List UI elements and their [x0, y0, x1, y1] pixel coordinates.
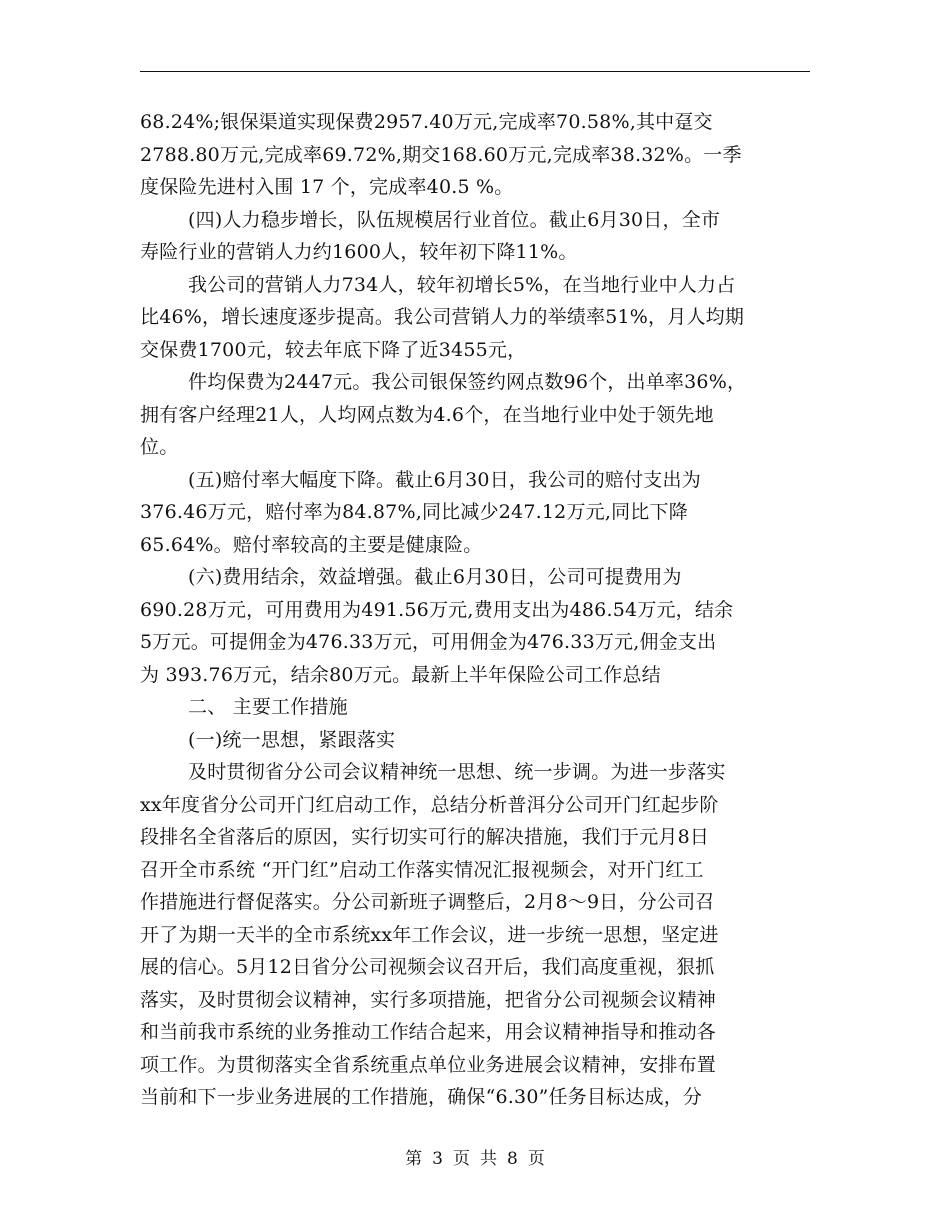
text-line: 及时贯彻省分公司会议精神统一思想、统一步调。为进一步落实: [188, 761, 726, 783]
text-line: 376.46万元，赔付率为84.87%,同比减少247.12万元,同比下降: [140, 501, 688, 523]
text-line: 65.64%。赔付率较高的主要是健康险。: [140, 533, 483, 556]
page-footer: [0, 1147, 950, 1171]
text-line: 开了为期一天半的全市系统xx年工作会议，进一步统一思想，坚定进: [140, 923, 719, 946]
footer-total-pages: 8: [507, 1149, 518, 1169]
text-line: 交保费1700元，较去年底下降了近3455元，: [140, 338, 527, 361]
text-line: 拥有客户经理21人，人均网点数为4.6个，在当地行业中处于领先地: [140, 403, 714, 426]
text-line: 和当前我市系统的业务推动工作结合起来，用会议精神指导和推动各: [140, 1021, 717, 1043]
footer-prefix: 第: [405, 1149, 423, 1169]
text-line: (五)赔付率大幅度下降。截止6月30日，我公司的赔付支出为: [188, 468, 701, 491]
text-line: (一)统一思想，紧跟落实: [188, 728, 396, 751]
text-line: 当前和下一步业务进展的工作措施，确保“6.30”任务目标达成，分: [140, 1086, 703, 1108]
text-line: 为 393.76万元，结余80万元。最新上半年保险公司工作总结: [140, 663, 661, 686]
text-line: 我公司的营销人力734人，较年初增长5%，在当地行业中人力占: [188, 273, 736, 296]
text-line: 件均保费为2447元。我公司银保签约网点数96个，出单率36%，: [188, 371, 747, 393]
text-line: 度保险先进村入围 17 个，完成率40.5 %。: [140, 176, 514, 198]
text-line: 落实，及时贯彻会议精神，实行多项措施，把省分公司视频会议精神: [140, 988, 717, 1011]
text-line: (四)人力稳步增长，队伍规模居行业首位。截止6月30日，全市: [188, 208, 721, 231]
body-text: [140, 106, 810, 1114]
footer-page-word: 页: [453, 1149, 470, 1169]
text-line: 项工作。为贯彻落实全省系统重点单位业务进展会议精神，安排布置: [140, 1053, 717, 1076]
text-line: 比46%，增长速度逐步提高。我公司营销人力的举绩率51%，月人均期: [140, 306, 745, 328]
text-line: 召开全市系统 “开门红”启动工作落实情况汇报视频会，对开门红工: [140, 858, 704, 881]
text-line: 690.28万元，可用费用为491.56万元,费用支出为486.54万元，结余: [140, 598, 734, 621]
text-line: xx年度省分公司开门红启动工作，总结分析普洱分公司开门红起步阶: [140, 793, 719, 816]
text-line: 68.24%;银保渠道实现保费2957.40万元,完成率70.58%,其中趸交: [140, 111, 713, 133]
header-rule: [140, 71, 810, 72]
text-line: 寿险行业的营销人力约1600人，较年初下降11%。: [140, 241, 578, 263]
text-line: 5万元。可提佣金为476.33万元，可用佣金为476.33万元,佣金支出: [140, 631, 717, 653]
text-line: 位。: [140, 436, 179, 458]
text-line: 段排名全省落后的原因，实行切实可行的解决措施，我们于元月8日: [140, 826, 710, 848]
text-line: 展的信心。5月12日省分公司视频会议召开后，我们高度重视，狠抓: [140, 956, 715, 978]
footer-suffix: 页: [527, 1149, 545, 1169]
footer-current-page: 3: [432, 1149, 443, 1169]
text-line: 作措施进行督促落实。分公司新班子调整后，2月8～9日，分公司召: [140, 891, 715, 913]
footer-total-word: 共: [480, 1149, 497, 1169]
text-line: 二、 主要工作措施: [188, 696, 348, 718]
text-line: 2788.80万元,完成率69.72%,期交168.60万元,完成率38.32%。一季: [140, 143, 742, 166]
text-line: (六)费用结余，效益增强。截止6月30日，公司可提费用为: [188, 566, 682, 588]
